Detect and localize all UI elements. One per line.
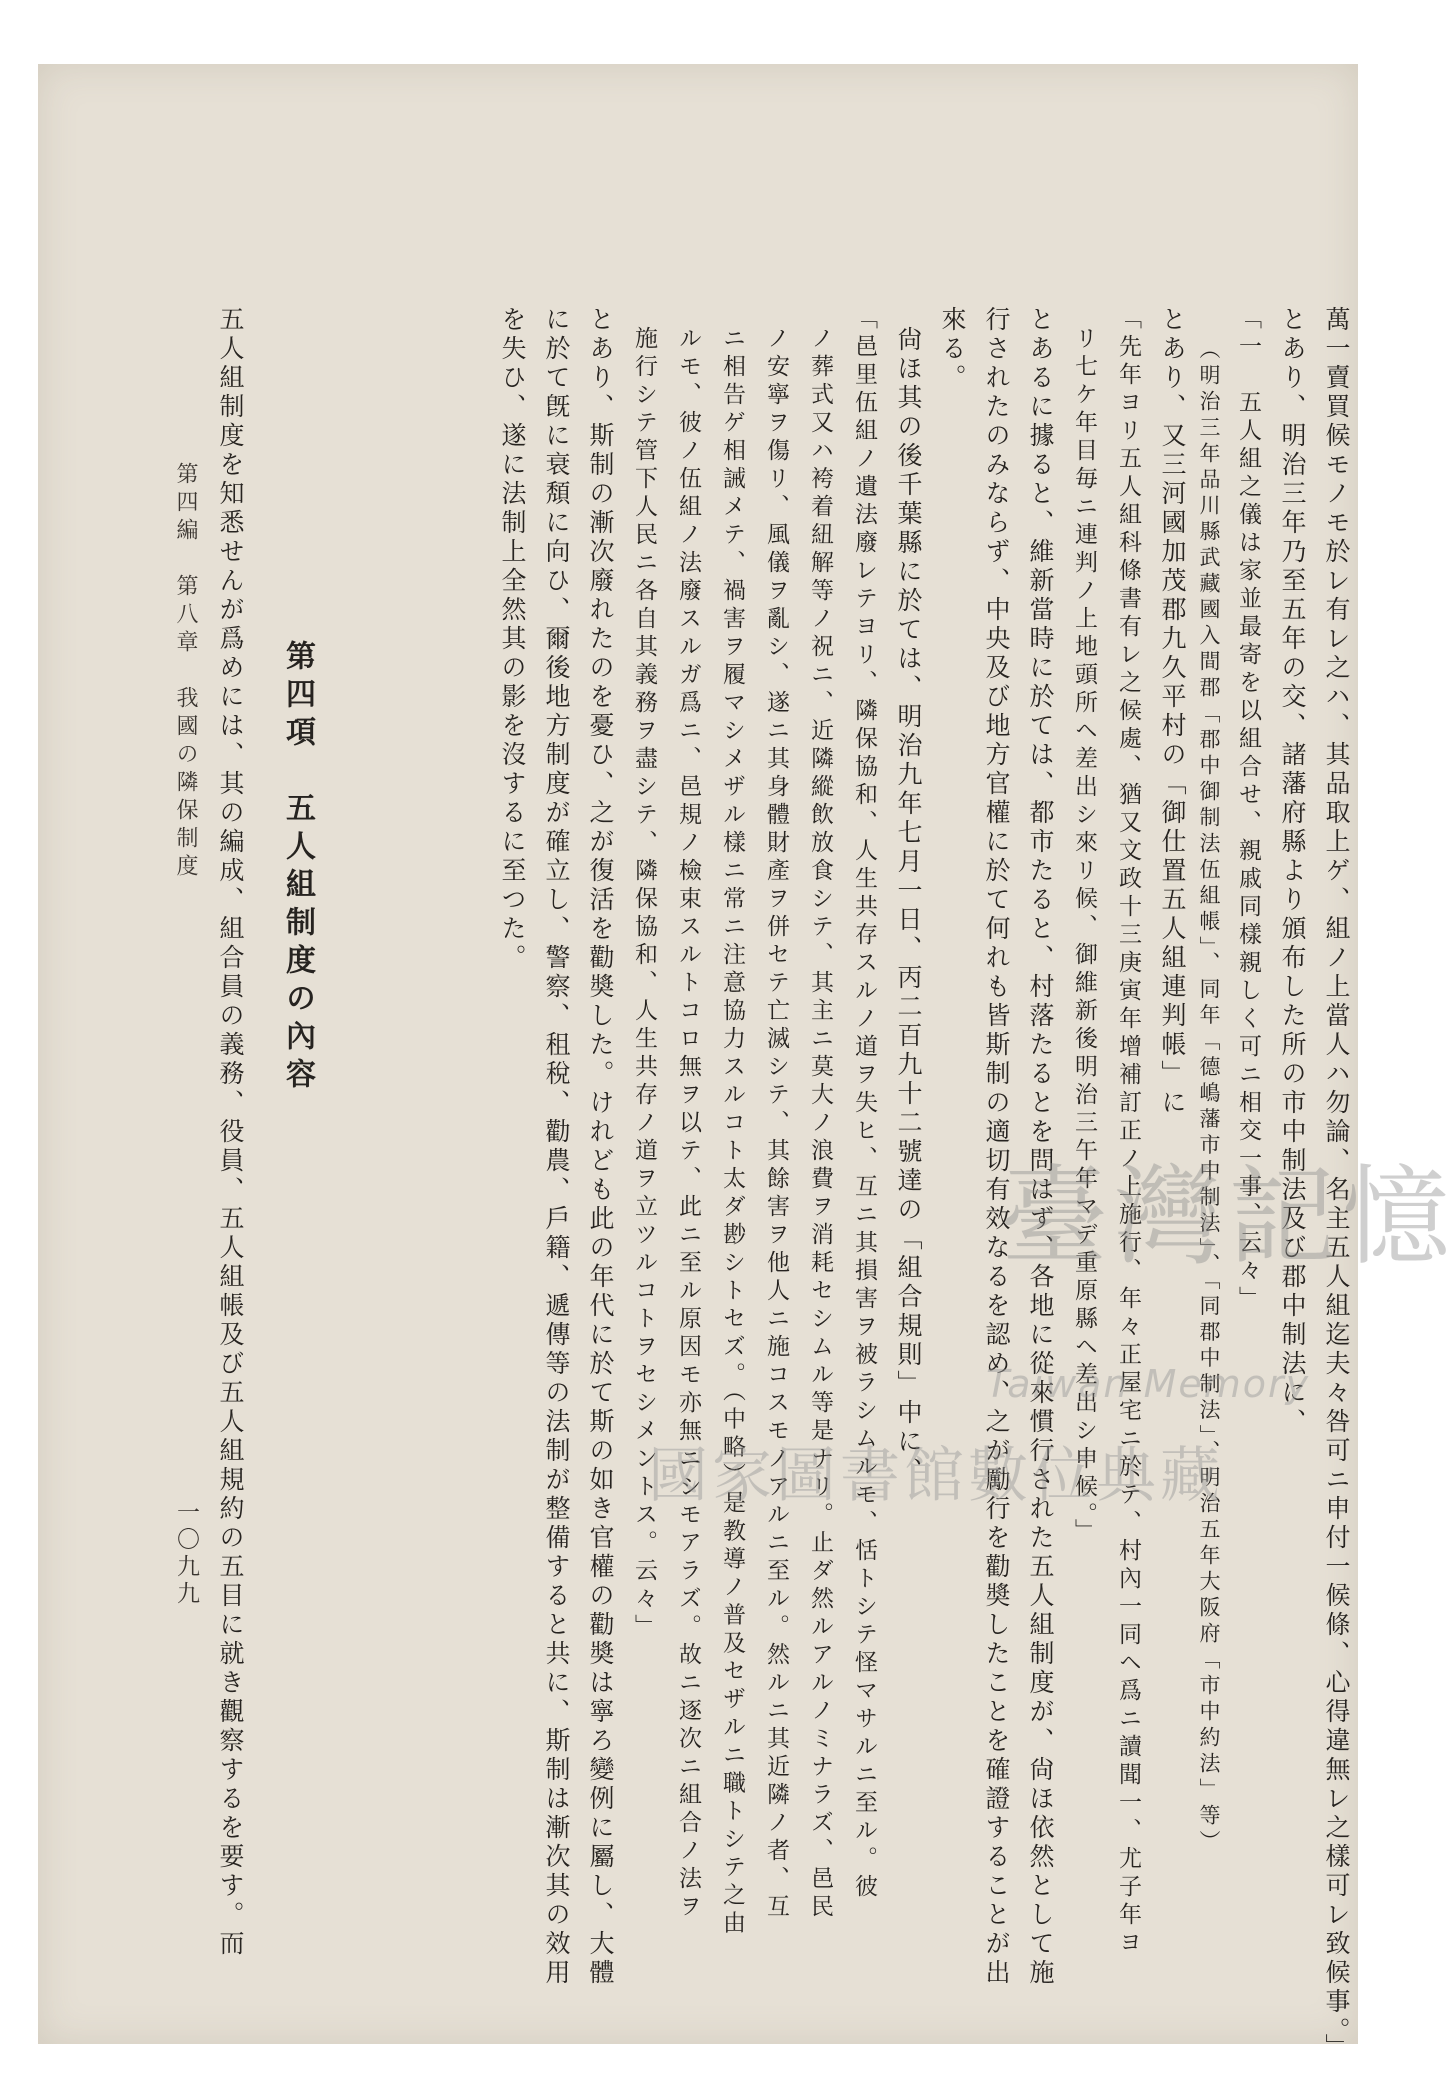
section-heading: 第四項 五人組制度の內容 xyxy=(280,640,315,1096)
watermark-english: Taiwan Memory xyxy=(986,1362,1311,1406)
text-column-21: 五人組制度を知悉せんが爲めには、其の編成、組合員の義務、役員、五人組帳及び五人組規約の五目に就き觀察するを要す。而 xyxy=(216,306,245,1959)
text-column-4: （明治三年品川縣武藏國入間郡「郡中御制法伍組帳」、同年「德嶋藩市中制法」、「同郡中制法」、明治五年大阪府「市中約法」等） xyxy=(1197,338,1221,1856)
text-column-12: 「邑里伍組ノ遺法廢レテヨリ、隣保協和、人生共存スルノ道ヲ失ヒ、互ニ其損害ヲ被ラシムルモ、恬トシテ怪マサルニ至ル。彼 xyxy=(851,306,877,1902)
text-column-16: ルモ、彼ノ伍組ノ法廢スルガ爲ニ、邑規ノ檢束スルトコロ無ヲ以テ、此ニ至ル原因モ亦無ニシモアラズ。故ニ逐次ニ組合ノ法ヲ xyxy=(675,326,701,1922)
text-column-18: とあり、斯制の漸次廢れたのを憂ひ、之が復活を勸奬した。けれども此の年代に於て斯の如き官權の勸奬は寧ろ變例に屬し、大體 xyxy=(586,306,615,1988)
text-column-6: 「先年ヨリ五人組科條書有レ之候處、猶又文政十三庚寅年增補訂正ノ上施行、年々正屋宅ニ於テ、村內一同ヘ爲ニ讀聞一、尤子年ヨ xyxy=(1115,306,1141,1958)
text-column-11: 尙ほ其の後千葉縣に於ては、明治九年七月一日、丙二百九十二號達の「組合規則」中に、 xyxy=(894,326,923,1486)
text-column-3: 「一 五人組之儀は家並最寄を以組合せ、親戚同樣親しく可ニ相交一事、云々」 xyxy=(1235,306,1261,1314)
watermark-institution: 國家圖書館數位典藏 xyxy=(648,1441,1224,1511)
text-column-20: を失ひ、遂に法制上全然其の影を沒するに至つた。 xyxy=(498,306,527,973)
watermark-chinese: 臺灣記憶 xyxy=(1000,1155,1456,1280)
text-column-19: に於て旣に衰頽に向ひ、爾後地方制度が確立し、警察、租稅、勸農、戶籍、遞傳等の法制が整備すると共に、斯制は漸次其の效用 xyxy=(542,306,571,1988)
text-column-17: 施行シテ管下人民ニ各自其義務ヲ盡シテ、隣保協和、人生共存ノ道ヲ立ツルコトヲセシメントス。云々」 xyxy=(631,326,657,1642)
text-column-14: ノ安寧ヲ傷リ、風儀ヲ亂シ、遂ニ其身體財產ヲ併セテ亡滅シテ、其餘害ヲ他人ニ施コスモノアルニ至ル。然ルニ其近隣ノ者、互 xyxy=(763,326,789,1922)
text-column-9: 行されたのみならず、中央及び地方官權に於て何れも皆斯制の適切有效なるを認め、之が勵行を勸奬したことを確證することが出 xyxy=(982,306,1011,1988)
text-column-13: ノ葬式又ハ袴着紐解等ノ祝ニ、近隣縱飲放食シテ、其主ニ莫大ノ浪費ヲ消耗セシムル等是ナリ。止ダ然ルアルノミナラズ、邑民 xyxy=(807,326,833,1922)
running-header: 第四編 第八章 我國の隣保制度 xyxy=(173,462,198,882)
text-column-2: とあり、明治三年乃至五年の交、諸藩府縣より頒布した所の市中制法及び郡中制法に、 xyxy=(1278,306,1307,1437)
page-number: 一〇九九 xyxy=(173,1500,199,1608)
text-column-5: とあり、又三河國加茂郡九久平村の「御仕置五人組連判帳」に xyxy=(1158,306,1187,1118)
text-column-10: 來る。 xyxy=(938,306,967,393)
text-column-15: ニ相告ゲ相誡メテ、禍害ヲ履マシメザル樣ニ常ニ注意協力スルコト太ダ尠シトセズ。（中略）是教導ノ普及セザルニ職トシテ之由 xyxy=(719,326,745,1939)
text-column-7: リ七ケ年目毎ニ連判ノ上地頭所ヘ差出シ來リ候、御維新後明治三午年マデ重原縣ヘ差出シ申候。」 xyxy=(1071,326,1097,1547)
text-column-1: 萬一賣買候モノモ於レ有レ之ハ、其品取上ゲ、組ノ上當人ハ勿論、名主五人組迄夫々咎可ニ申付一候條、心得違無レ之樣可レ致候事。」 xyxy=(1322,306,1351,2063)
text-column-8: とあるに據ると、維新當時に於ては、都市たると、村落たるとを問はず、各地に從來慣行された五人組制度が、尙ほ依然として施 xyxy=(1026,306,1055,1988)
